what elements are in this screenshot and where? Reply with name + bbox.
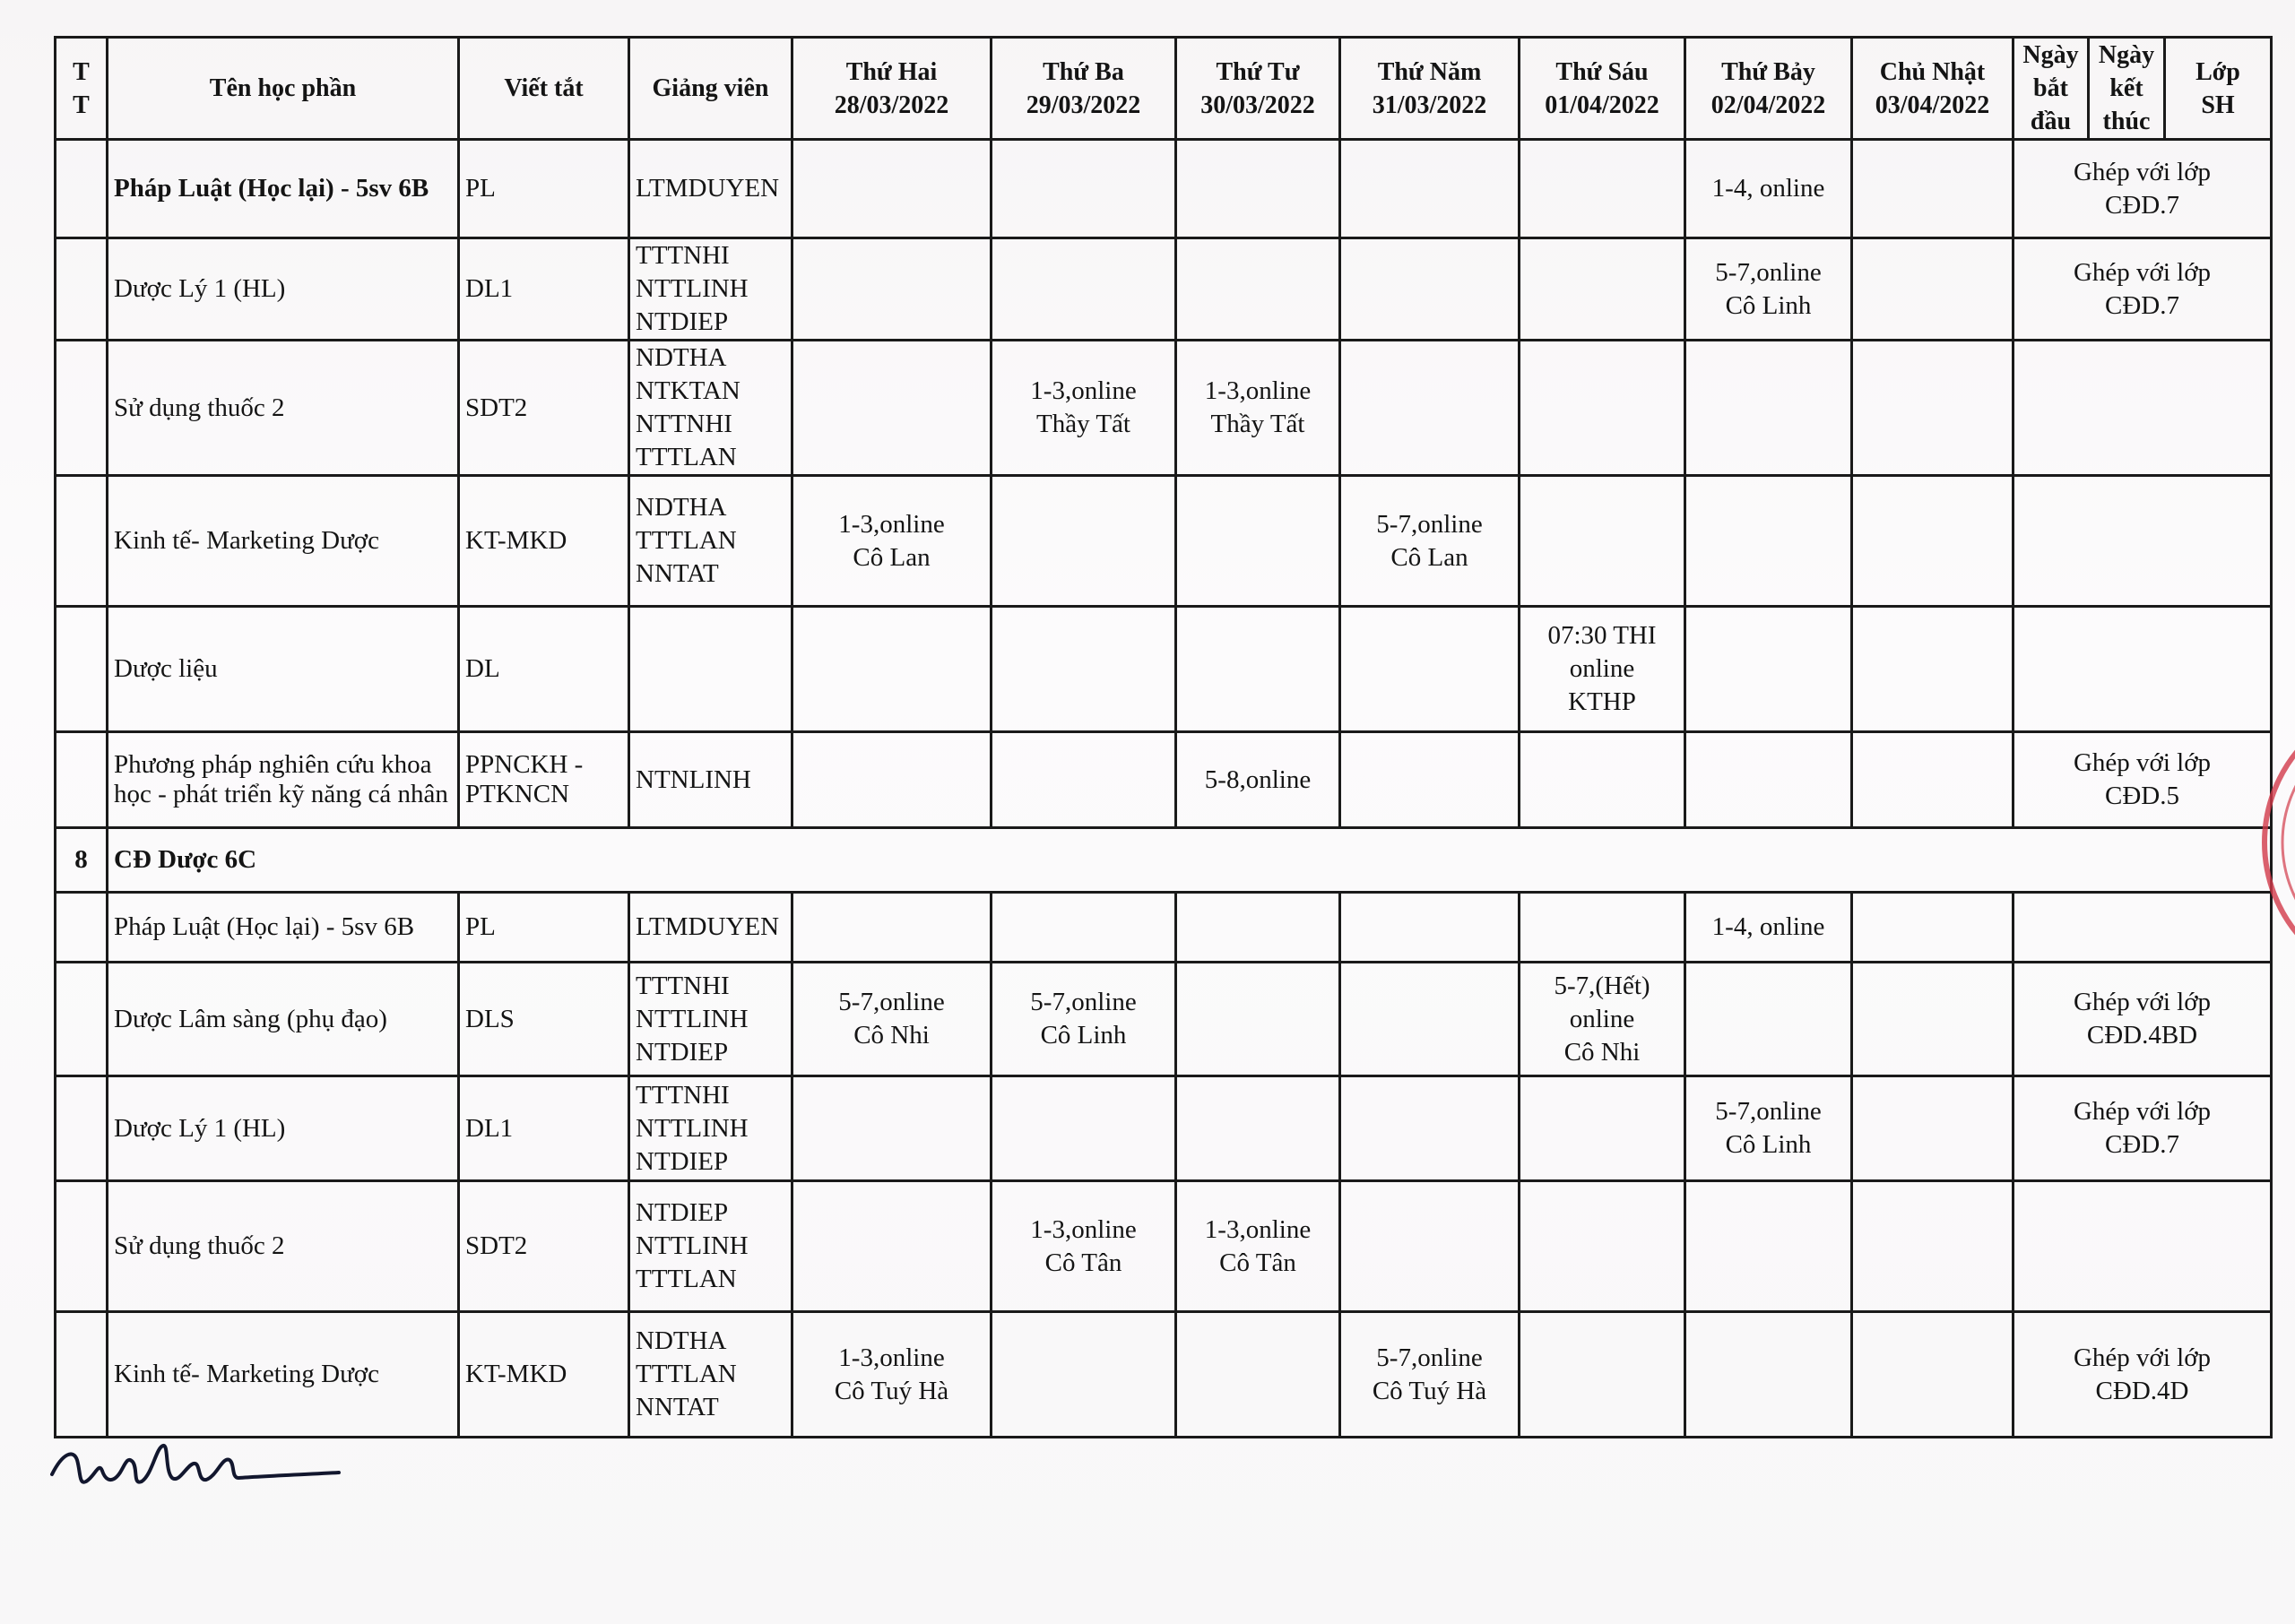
abbr-cell: SDT2 (459, 341, 629, 476)
table-row (56, 963, 2272, 1076)
day-cell (1685, 476, 1852, 607)
subject-cell: Kinh tế- Marketing Dược (108, 1312, 459, 1438)
day-cell (1340, 1181, 1520, 1312)
day-cell: 1-4, online (1685, 893, 1852, 963)
day-cell: 1-3,online Cô Tân (992, 1181, 1176, 1312)
day-cell: 07:30 THI online KTHP (1520, 607, 1685, 732)
note-cell: Ghép với lớp CĐD.4D (2014, 1312, 2272, 1438)
day-cell: 5-8,online (1176, 732, 1340, 828)
subject-cell: Sử dụng thuốc 2 (108, 1181, 459, 1312)
tt-cell (56, 476, 108, 607)
day-cell (1520, 341, 1685, 476)
subject-cell: Dược Lâm sàng (phụ đạo) (108, 963, 459, 1076)
note-cell (2014, 476, 2272, 607)
day-cell (1852, 893, 2014, 963)
day-cell (1340, 140, 1520, 238)
day-cell (1685, 607, 1852, 732)
day-cell (1685, 1312, 1852, 1438)
header-day-wednesday: Thứ Tư 30/03/2022 (1176, 38, 1340, 140)
tt-cell (56, 1076, 108, 1181)
lecturer-cell: NDTHA TTTLAN NNTAT (629, 1312, 792, 1438)
day-cell (1852, 1181, 2014, 1312)
day-cell (792, 607, 992, 732)
day-cell (1176, 1076, 1340, 1181)
day-cell: 5-7,online Cô Linh (1685, 238, 1852, 341)
stamp-mark (2256, 690, 2295, 995)
day-cell (992, 238, 1176, 341)
day-cell (1520, 1312, 1685, 1438)
day-cell (992, 1076, 1176, 1181)
day-cell (992, 732, 1176, 828)
group-row (56, 828, 2272, 893)
abbr-cell: DL1 (459, 238, 629, 341)
day-cell (1685, 1181, 1852, 1312)
day-cell: 5-7,online Cô Linh (992, 963, 1176, 1076)
day-cell (1520, 732, 1685, 828)
abbr-cell: PL (459, 140, 629, 238)
header-class: Lớp SH (2165, 38, 2272, 140)
day-cell (1520, 1181, 1685, 1312)
day-cell (792, 1076, 992, 1181)
day-cell (1176, 607, 1340, 732)
day-cell (1852, 476, 2014, 607)
subject-cell: Pháp Luật (Học lại) - 5sv 6B (108, 140, 459, 238)
day-cell (1176, 238, 1340, 341)
note-cell: Ghép với lớp CĐD.7 (2014, 1076, 2272, 1181)
table-row (56, 607, 2272, 732)
subject-cell: Dược Lý 1 (HL) (108, 238, 459, 341)
table-row (56, 476, 2272, 607)
day-cell (1685, 963, 1852, 1076)
day-cell (1852, 1076, 2014, 1181)
lecturer-cell: TTTNHI NTTLINH NTDIEP (629, 238, 792, 341)
subject-cell: Pháp Luật (Học lại) - 5sv 6B (108, 893, 459, 963)
header-lecturer: Giảng viên (629, 38, 792, 140)
subject-cell: Dược Lý 1 (HL) (108, 1076, 459, 1181)
table-row (56, 732, 2272, 828)
day-cell: 1-3,online Cô Tân (1176, 1181, 1340, 1312)
day-cell: 1-3,online Thầy Tất (1176, 341, 1340, 476)
day-cell (1520, 238, 1685, 341)
tt-cell (56, 963, 108, 1076)
schedule-table (54, 36, 2273, 1438)
day-cell (1340, 1076, 1520, 1181)
header-abbr: Viết tắt (459, 38, 629, 140)
day-cell: 1-3,online Cô Tuý Hà (792, 1312, 992, 1438)
subject-cell: Phương pháp nghiên cứu khoa học - phát triển kỹ năng cá nhân (108, 732, 459, 828)
day-cell (1340, 607, 1520, 732)
header-start-date: Ngày bắt đầu (2014, 38, 2089, 140)
day-cell (1520, 893, 1685, 963)
day-cell (992, 1312, 1176, 1438)
lecturer-cell: NTNLINH (629, 732, 792, 828)
day-cell (1852, 607, 2014, 732)
lecturer-cell: NDTHA TTTLAN NNTAT (629, 476, 792, 607)
abbr-cell: PPNCKH - PTKNCN (459, 732, 629, 828)
day-cell (1340, 341, 1520, 476)
note-cell: Ghép với lớp CĐD.7 (2014, 140, 2272, 238)
tt-cell (56, 732, 108, 828)
header-day-saturday: Thứ Bảy 02/04/2022 (1685, 38, 1852, 140)
table-row (56, 1312, 2272, 1438)
header-day-friday: Thứ Sáu 01/04/2022 (1520, 38, 1685, 140)
subject-cell: Kinh tế- Marketing Dược (108, 476, 459, 607)
group-name: CĐ Dược 6C (108, 828, 2272, 893)
day-cell (1340, 238, 1520, 341)
day-cell (992, 476, 1176, 607)
day-cell (1852, 140, 2014, 238)
day-cell (1852, 963, 2014, 1076)
note-cell: Ghép với lớp CĐD.5 (2014, 732, 2272, 828)
table-row (56, 341, 2272, 476)
abbr-cell: KT-MKD (459, 476, 629, 607)
lecturer-cell (629, 607, 792, 732)
note-cell (2014, 893, 2272, 963)
header-day-sunday: Chủ Nhật 03/04/2022 (1852, 38, 2014, 140)
day-cell (792, 341, 992, 476)
day-cell (1176, 140, 1340, 238)
tt-cell (56, 607, 108, 732)
day-cell: 5-7,online Cô Lan (1340, 476, 1520, 607)
day-cell (1685, 341, 1852, 476)
lecturer-cell: NTDIEP NTTLINH TTTLAN (629, 1181, 792, 1312)
day-cell (792, 893, 992, 963)
table-row (56, 140, 2272, 238)
day-cell (1340, 732, 1520, 828)
day-cell (1852, 732, 2014, 828)
day-cell (792, 238, 992, 341)
lecturer-cell: LTMDUYEN (629, 893, 792, 963)
day-cell (1520, 476, 1685, 607)
header-day-monday: Thứ Hai 28/03/2022 (792, 38, 992, 140)
day-cell: 5-7,online Cô Tuý Hà (1340, 1312, 1520, 1438)
note-cell: Ghép với lớp CĐD.7 (2014, 238, 2272, 341)
day-cell (1685, 732, 1852, 828)
day-cell (1852, 341, 2014, 476)
day-cell: 1-3,online Thầy Tất (992, 341, 1176, 476)
day-cell (1852, 1312, 2014, 1438)
header-subject: Tên học phần (108, 38, 459, 140)
note-cell: Ghép với lớp CĐD.4BD (2014, 963, 2272, 1076)
tt-cell (56, 1312, 108, 1438)
day-cell (992, 607, 1176, 732)
header-day-tuesday: Thứ Ba 29/03/2022 (992, 38, 1176, 140)
lecturer-cell: LTMDUYEN (629, 140, 792, 238)
day-cell (1176, 1312, 1340, 1438)
day-cell (792, 140, 992, 238)
day-cell (792, 732, 992, 828)
day-cell: 5-7,(Hết) online Cô Nhi (1520, 963, 1685, 1076)
abbr-cell: SDT2 (459, 1181, 629, 1312)
abbr-cell: DL1 (459, 1076, 629, 1181)
note-cell (2014, 607, 2272, 732)
header-day-thursday: Thứ Năm 31/03/2022 (1340, 38, 1520, 140)
note-cell (2014, 341, 2272, 476)
day-cell: 1-4, online (1685, 140, 1852, 238)
tt-cell (56, 238, 108, 341)
tt-cell (56, 140, 108, 238)
abbr-cell: DL (459, 607, 629, 732)
signature-mark (47, 1430, 342, 1501)
day-cell (1176, 476, 1340, 607)
lecturer-cell: NDTHA NTKTAN NTTNHI TTTLAN (629, 341, 792, 476)
note-cell (2014, 1181, 2272, 1312)
table-row (56, 1076, 2272, 1181)
header-end-date: Ngày kết thúc (2089, 38, 2165, 140)
day-cell: 1-3,online Cô Lan (792, 476, 992, 607)
header-row (56, 38, 2272, 140)
day-cell (1176, 963, 1340, 1076)
table-row (56, 238, 2272, 341)
day-cell: 5-7,online Cô Linh (1685, 1076, 1852, 1181)
day-cell (1852, 238, 2014, 341)
lecturer-cell: TTTNHI NTTLINH NTDIEP (629, 963, 792, 1076)
day-cell (1340, 893, 1520, 963)
day-cell: 5-7,online Cô Nhi (792, 963, 992, 1076)
group-number: 8 (56, 828, 108, 893)
subject-cell: Sử dụng thuốc 2 (108, 341, 459, 476)
day-cell (792, 1181, 992, 1312)
lecturer-cell: TTTNHI NTTLINH NTDIEP (629, 1076, 792, 1181)
abbr-cell: KT-MKD (459, 1312, 629, 1438)
day-cell (992, 893, 1176, 963)
abbr-cell: DLS (459, 963, 629, 1076)
tt-cell (56, 893, 108, 963)
table-row (56, 1181, 2272, 1312)
subject-cell: Dược liệu (108, 607, 459, 732)
day-cell (1340, 963, 1520, 1076)
abbr-cell: PL (459, 893, 629, 963)
tt-cell (56, 341, 108, 476)
day-cell (1520, 1076, 1685, 1181)
day-cell (1176, 893, 1340, 963)
day-cell (1520, 140, 1685, 238)
day-cell (992, 140, 1176, 238)
header-tt: T T (56, 38, 108, 140)
table-row (56, 893, 2272, 963)
tt-cell (56, 1181, 108, 1312)
